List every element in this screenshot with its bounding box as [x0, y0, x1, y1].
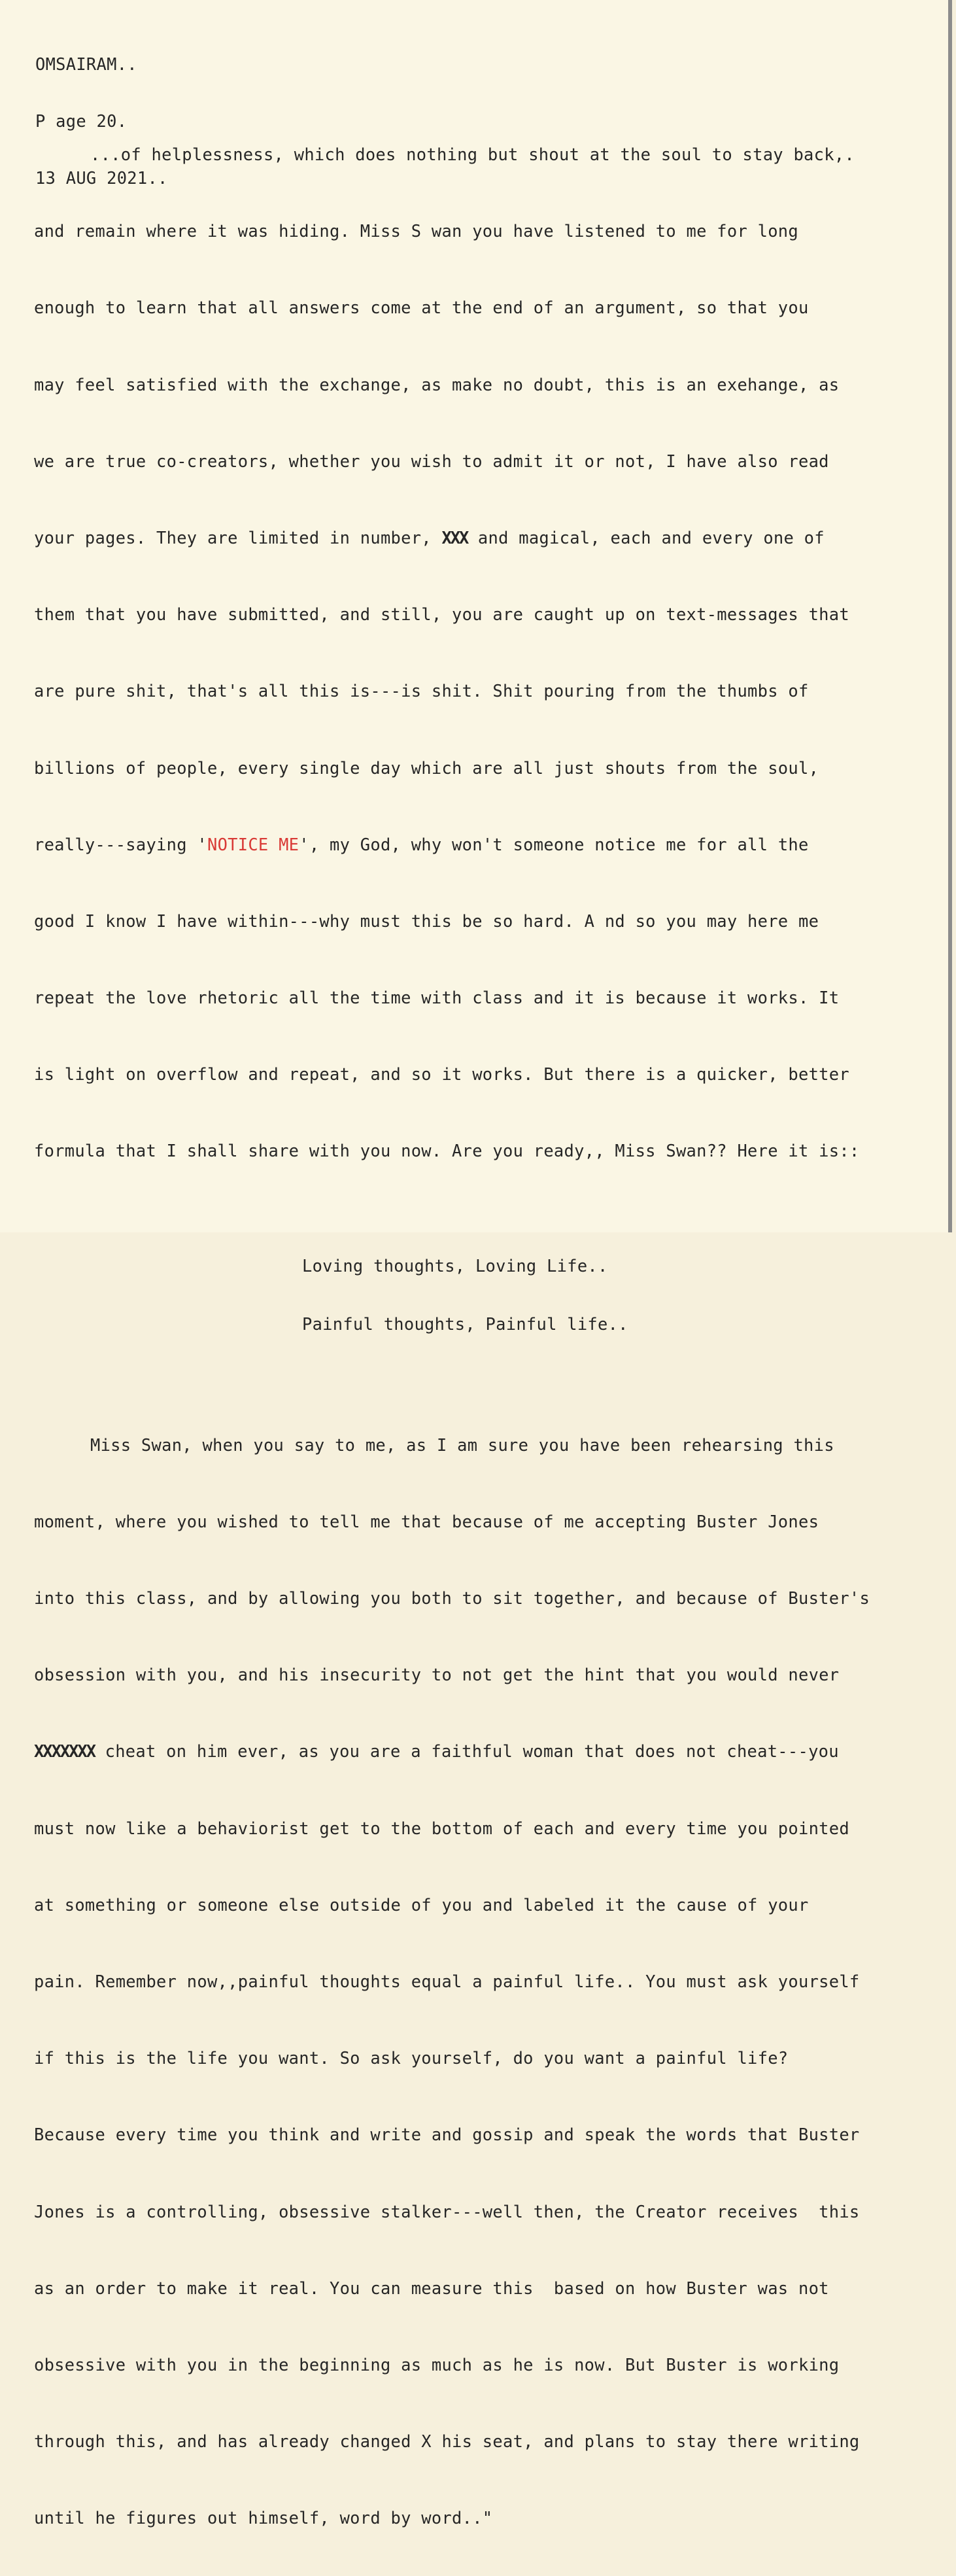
header-title: OMSAIRAM.. — [35, 54, 137, 74]
text-line: if this is the life you want. So ask yourself, do you want a painful life? — [34, 2048, 789, 2068]
struck-out-text: XXXXXXX — [34, 1741, 95, 1762]
text-line: are pure shit, that's all this is---is shit. Shit pouring from the thumbs of — [34, 681, 809, 701]
text-line — [34, 1733, 956, 1770]
text-segment: cheat on him ever, as you are a faithful woman that does not cheat---you — [95, 1741, 839, 1762]
text-line: ...of helplessness, which does nothing but shout at the soul to stay back,. — [90, 145, 855, 164]
text-line: through this, and has already changed X his seat, and plans to stay there writing — [34, 2431, 860, 2452]
text-segment: and magical, each and every one of — [468, 527, 825, 548]
text-segment: your pages. They are limited in number, — [34, 527, 442, 548]
text-line: obsessive with you in the beginning as much as he is now. But Buster is working — [34, 2354, 840, 2375]
red-ink-notice-me: NOTICE ME — [207, 834, 299, 854]
header-date: 13 AUG 2021.. — [35, 168, 168, 188]
text-line: as an order to make it real. You can measure this based on how Buster was not — [34, 2278, 829, 2298]
text-line: is light on overflow and repeat, and so it works. But there is a quicker, better — [34, 1064, 849, 1085]
verse-formula — [34, 1210, 956, 1387]
text-line — [34, 519, 956, 557]
text-line: must now like a behaviorist get to the bottom of each and every time you pointed — [34, 1818, 849, 1838]
verse-line: Loving thoughts, Loving Life.. — [302, 1255, 608, 1276]
text-line: we are true co-creators, whether you wish to admit it or not, I have also read — [34, 451, 829, 471]
paragraph-1 — [34, 97, 956, 1210]
text-line: Jones is a controlling, obsessive stalker---well then, the Creator receives this — [34, 2201, 860, 2221]
text-line: at something or someone else outside of you and labeled it the cause of your — [34, 1894, 809, 1915]
text-line — [34, 826, 956, 863]
text-line: enough to learn that all answers come at the end of an argument, so that you — [34, 298, 809, 318]
paragraph-2 — [34, 1387, 956, 2576]
text-line: good I know I have within---why must this be so hard. A nd so you may here me — [34, 911, 819, 931]
text-line: until he figures out himself, word by word.." — [34, 2508, 493, 2528]
text-line: formula that I shall share with you now. Are you ready,, Miss Swan?? Here it is:: — [34, 1141, 860, 1161]
text-line: into this class, and by allowing you both to sit together, and because of Buster's — [34, 1588, 870, 1608]
text-line: Miss Swan, when you say to me, as I am sure you have been rehearsing this — [90, 1435, 834, 1455]
struck-out-text: XXX — [441, 527, 468, 548]
text-line: moment, where you wished to tell me that because of me accepting Buster Jones — [34, 1511, 819, 1531]
text-segment: ', my God, why won't someone notice me for all the — [299, 834, 809, 854]
text-line: repeat the love rhetoric all the time with class and it is because it works. It — [34, 988, 840, 1008]
letter-body — [34, 97, 956, 2576]
text-line: obsession with you, and his insecurity to not get the hint that you would never — [34, 1665, 840, 1685]
text-line: billions of people, every single day which are all just shouts from the soul, — [34, 757, 819, 778]
text-line: and remain where it was hiding. Miss S wan you have listened to me for long — [34, 221, 798, 241]
text-segment: really---saying ' — [34, 834, 207, 854]
text-line: Because every time you think and write and gossip and speak the words that Buster — [34, 2125, 860, 2145]
header-page-number: P age 20. — [35, 111, 128, 131]
text-line: may feel satisfied with the exchange, as make no doubt, this is an exehange, as — [34, 374, 840, 394]
verse-line: Painful thoughts, Painful life.. — [302, 1314, 628, 1334]
text-line: them that you have submitted, and still, you are caught up on text-messages that — [34, 604, 849, 625]
text-line: pain. Remember now,,painful thoughts equal a painful life.. You must ask yourself — [34, 1971, 860, 1991]
